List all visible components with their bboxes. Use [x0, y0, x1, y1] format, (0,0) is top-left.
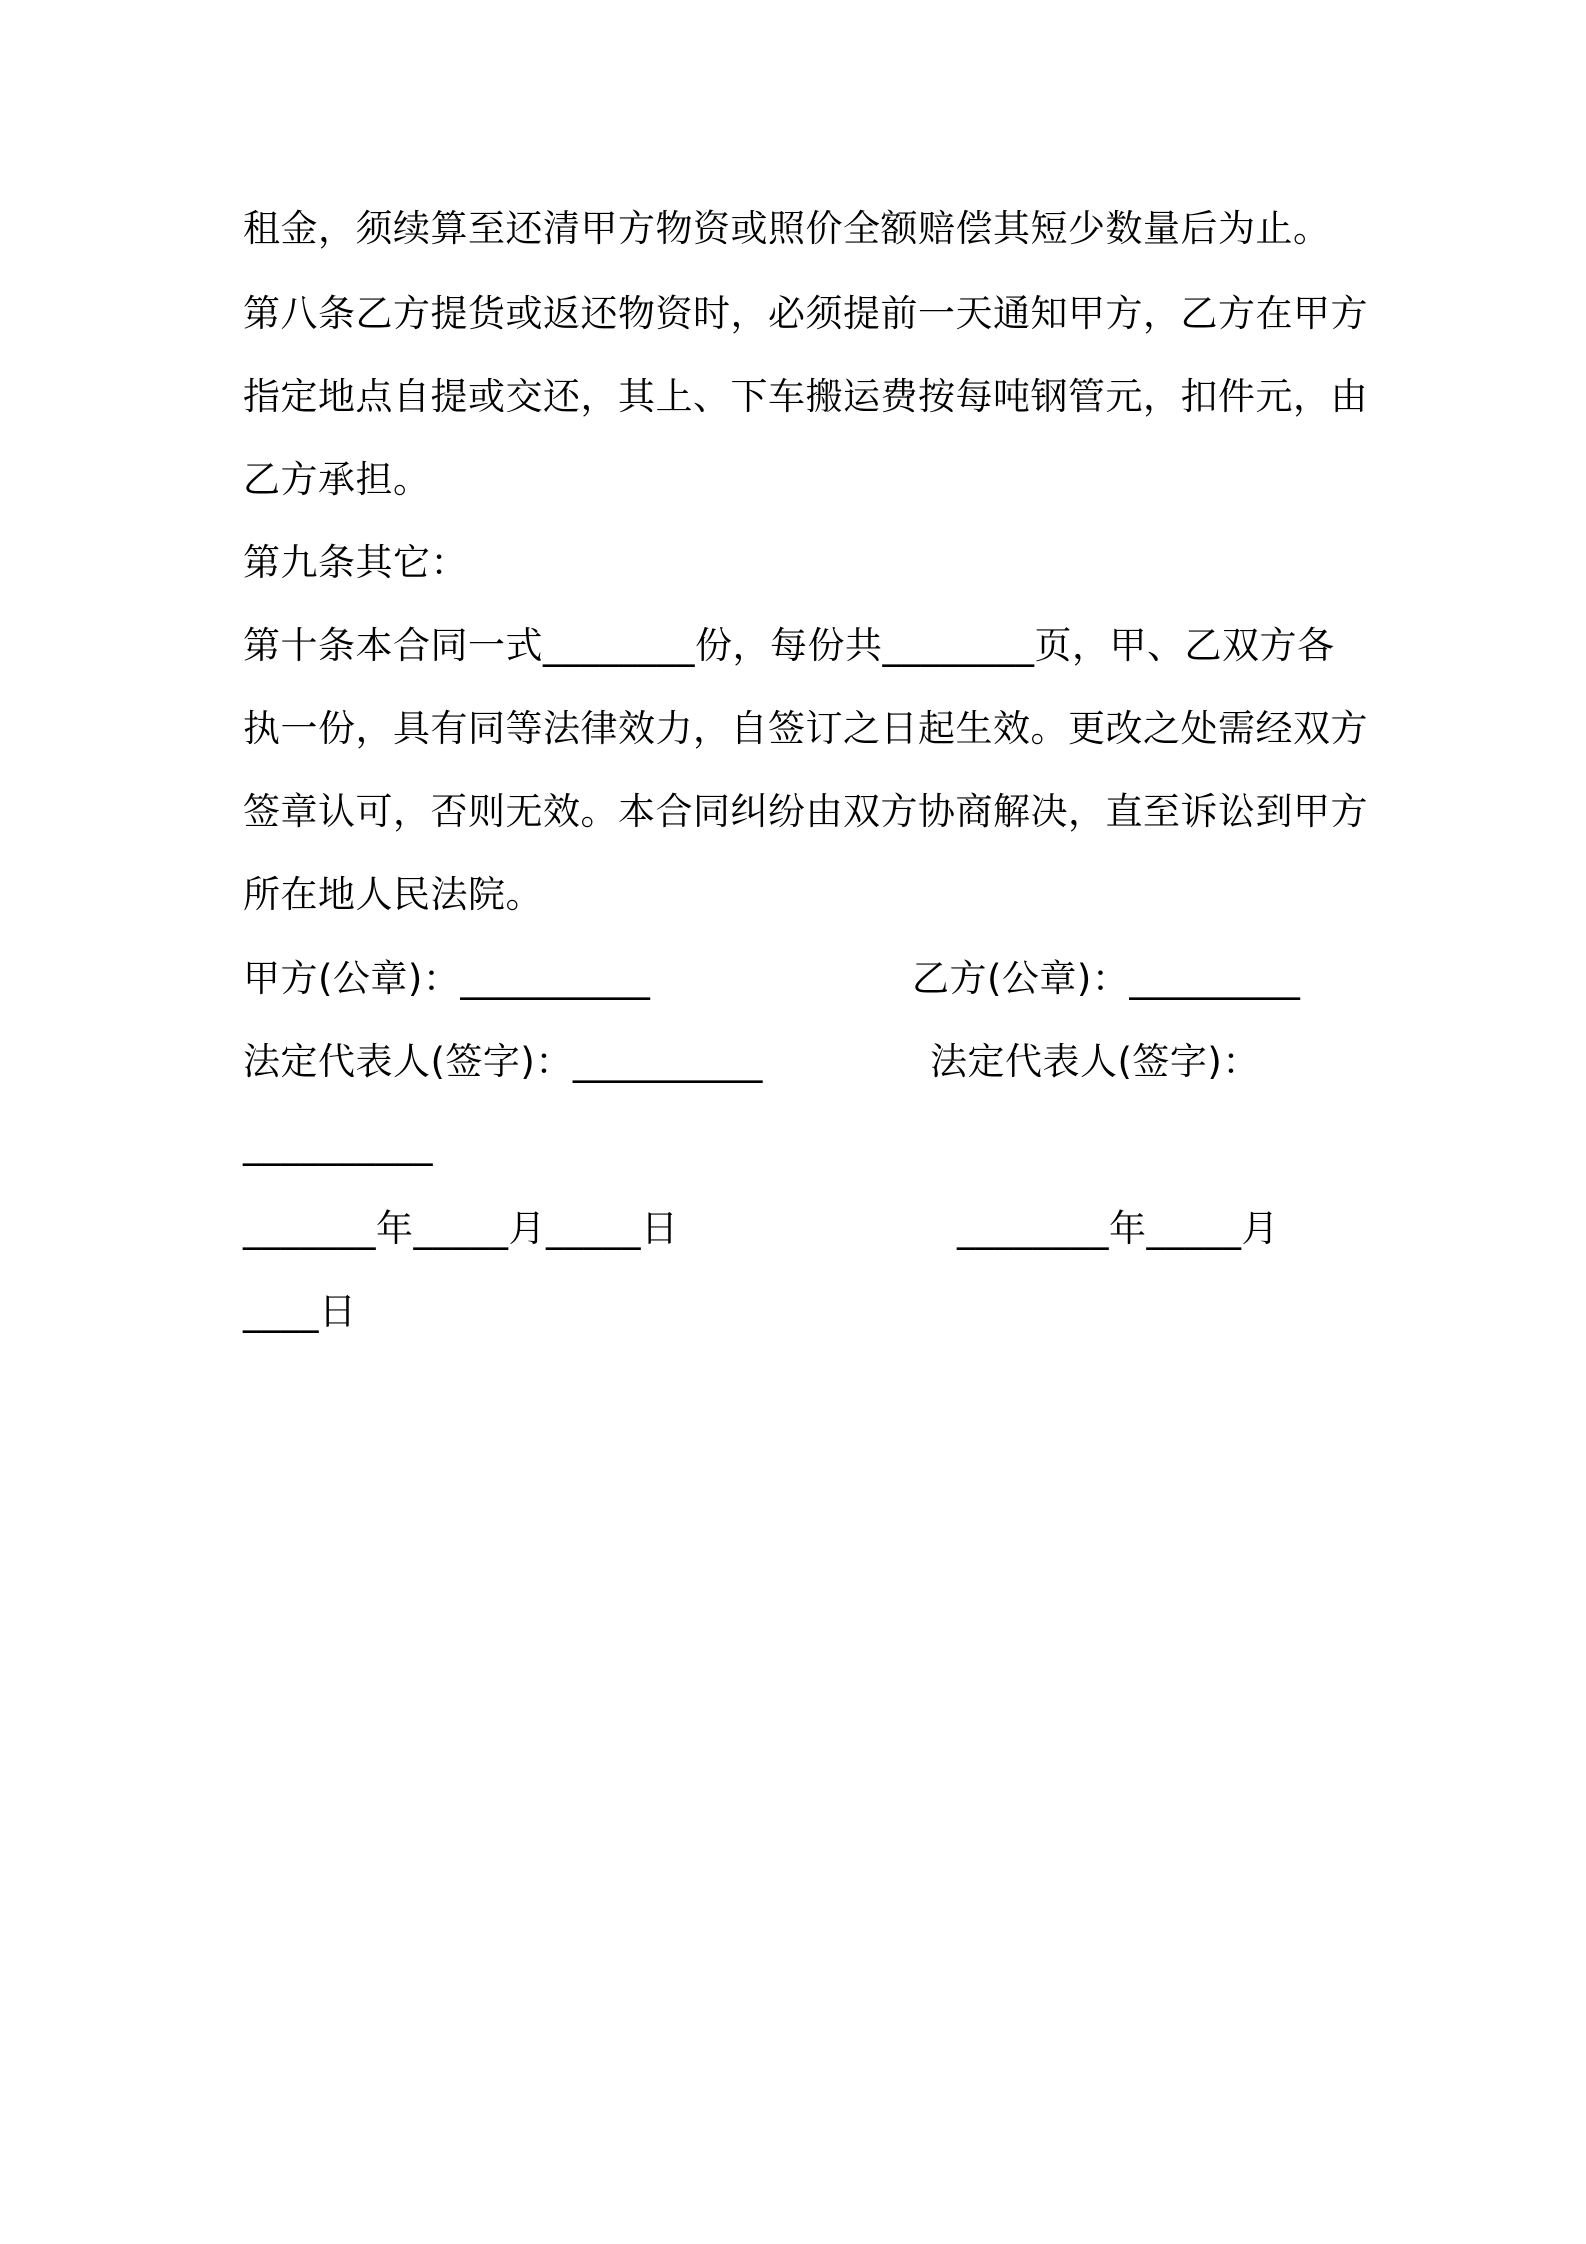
date-day-blank: ____日: [243, 1290, 357, 1333]
party-a-date-field: _______年_____月_____日: [243, 1207, 679, 1250]
article-10-line-4: 所在地人民法院。: [243, 873, 543, 916]
party-a-rep-field: 法定代表人(签字)：__________: [243, 1040, 763, 1083]
party-b-date-field: ________年_____月: [957, 1207, 1279, 1250]
party-b-seal-field: 乙方(公章)：_________: [912, 957, 1301, 1000]
article-10-line-2: 执一份，具有同等法律效力，自签订之日起生效。更改之处需经双方: [243, 707, 1368, 750]
article-8-line-1: 第八条乙方提货或返还物资时，必须提前一天通知甲方，乙方在甲方: [243, 292, 1368, 335]
article-8-line-2: 指定地点自提或交还，其上、下车搬运费按每吨钢管元，扣件元，由: [243, 375, 1368, 418]
party-a-seal-field: 甲方(公章)：__________: [243, 957, 651, 1000]
paragraph-line: 租金，须续算至还清甲方物资或照价全额赔偿其短少数量后为止。: [243, 207, 1331, 250]
article-10-line-3: 签章认可，否则无效。本合同纠纷由双方协商解决，直至诉讼到甲方: [243, 790, 1368, 833]
article-8-line-3: 乙方承担。: [243, 458, 431, 501]
article-10-line-1: 第十条本合同一式________份，每份共________页，甲、乙双方各: [243, 624, 1335, 667]
article-9-title: 第九条其它：: [243, 541, 468, 584]
party-b-rep-field: 法定代表人(签字)：: [930, 1040, 1260, 1083]
party-rep-signature-blank: __________: [243, 1123, 433, 1166]
